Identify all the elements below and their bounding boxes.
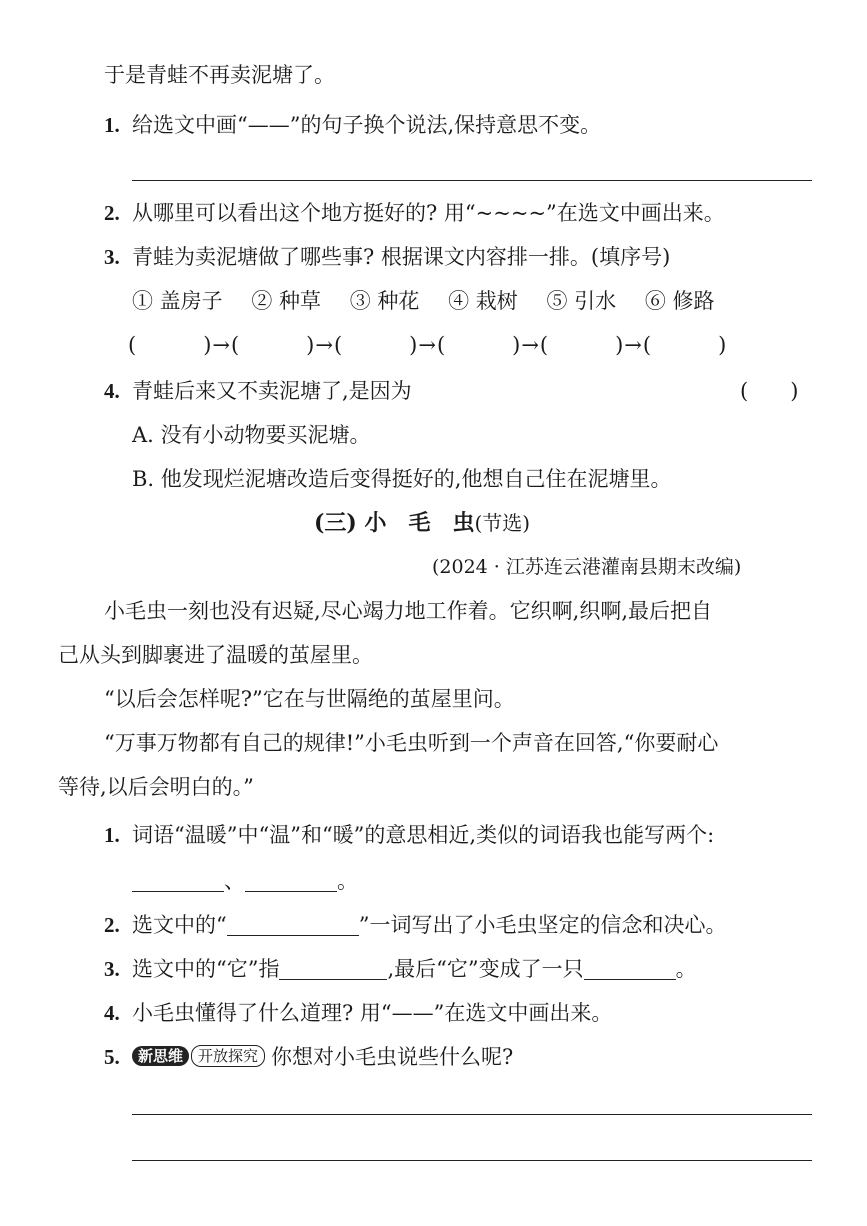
q3-option: ⑥ 修路 [644,289,715,313]
p3-q3-mid: ,最后“它”变成了一只 [387,957,584,981]
p3-q4-number: 4. [104,1001,120,1025]
p3-q4-text: 小毛虫懂得了什么道理? 用“——”在选文中画出来。 [132,1001,613,1025]
p3-q3-number: 3. [104,957,120,981]
p3-q5-answer-line-2[interactable] [132,1160,812,1161]
p3-q1-end: 。 [337,869,358,893]
section-title-main: (三) 小 毛 虫 [314,510,475,536]
p3-q1-number: 1. [104,823,120,847]
q3-option: ① 盖房子 [132,289,223,313]
p3-q2-number: 2. [104,913,120,937]
q1-answer-line[interactable] [132,180,812,181]
q2-text: 从哪里可以看出这个地方挺好的? 用“~~~~”在选文中画出来。 [132,201,725,225]
q3-option: ② 种草 [251,289,322,313]
p3-q5-question: 你想对小毛虫说些什么呢? [271,1045,514,1069]
p3-q1-blank-1[interactable] [132,869,224,892]
source-note: (2024 · 江苏连云港灌南县期末改编) [432,556,742,578]
passage-tail-line: 于是青蛙不再卖泥塘了。 [104,63,335,87]
new-thinking-badge: 新思维 [132,1046,189,1066]
q3-number: 3. [104,245,120,269]
q3-option: ④ 栽树 [448,289,518,313]
passage-line: 小毛虫一刻也没有迟疑,尽心竭力地工作着。它织啊,织啊,最后把自 [104,599,713,623]
p3-q3-blank-1[interactable] [279,957,387,980]
section-title [314,508,530,538]
p3-q3-text [132,954,697,984]
passage-line: 己从头到脚裹进了温暖的茧屋里。 [58,643,373,667]
p3-q5-text [132,1042,513,1072]
p3-q2-blank[interactable] [227,913,359,936]
section-title-note: (节选) [474,511,531,535]
q3-text: 青蛙为卖泥塘做了哪些事? 根据课文内容排一排。(填序号) [132,245,671,269]
p3-q2-pre: 选文中的“ [132,913,227,937]
p3-q2-post: ”一词写出了小毛虫坚定的信念和决心。 [358,913,727,937]
q4-answer-paren[interactable]: ( ) [740,379,799,403]
p3-q1-text: 词语“温暖”中“温”和“暖”的意思相近,类似的词语我也能写两个: [132,823,715,847]
q4-text: 青蛙后来又不卖泥塘了,是因为 [132,379,412,403]
p3-q1-answer-row [132,866,358,896]
q1-text: 给选文中画“——”的句子换个说法,保持意思不变。 [132,113,602,137]
p3-q5-answer-line-1[interactable] [132,1114,812,1115]
q3-option: ③ 种花 [349,289,420,313]
passage-line: “万事万物都有自己的规律!”小毛虫听到一个声音在回答,“你要耐心 [104,731,719,755]
q4-number: 4. [104,379,120,403]
q3-option: ⑤ 引水 [546,289,617,313]
q4-choice-a: A. 没有小动物要买泥塘。 [132,423,371,447]
p3-q1-blank-2[interactable] [245,869,337,892]
q3-options [132,286,737,316]
q3-sequence-blanks[interactable]: ( )→( )→( )→( )→( )→( ) [128,333,728,357]
q2-number: 2. [104,201,120,225]
p3-q3-end: 。 [675,957,697,981]
q4-choice-b: B. 他发现烂泥塘改造后变得挺好的,他想自己住在泥塘里。 [132,467,672,491]
p3-q1-separator: 、 [224,869,245,893]
p3-q3-pre: 选文中的“它”指 [132,957,280,981]
passage-line: 等待,以后会明白的。” [58,775,254,799]
p3-q2-text [132,910,726,940]
p3-q3-blank-2[interactable] [584,957,676,980]
passage-line: “以后会怎样呢?”它在与世隔绝的茧屋里问。 [104,687,515,711]
p3-q5-number: 5. [104,1045,120,1069]
open-exploration-badge: 开放探究 [191,1045,265,1067]
q1-number: 1. [104,113,120,137]
